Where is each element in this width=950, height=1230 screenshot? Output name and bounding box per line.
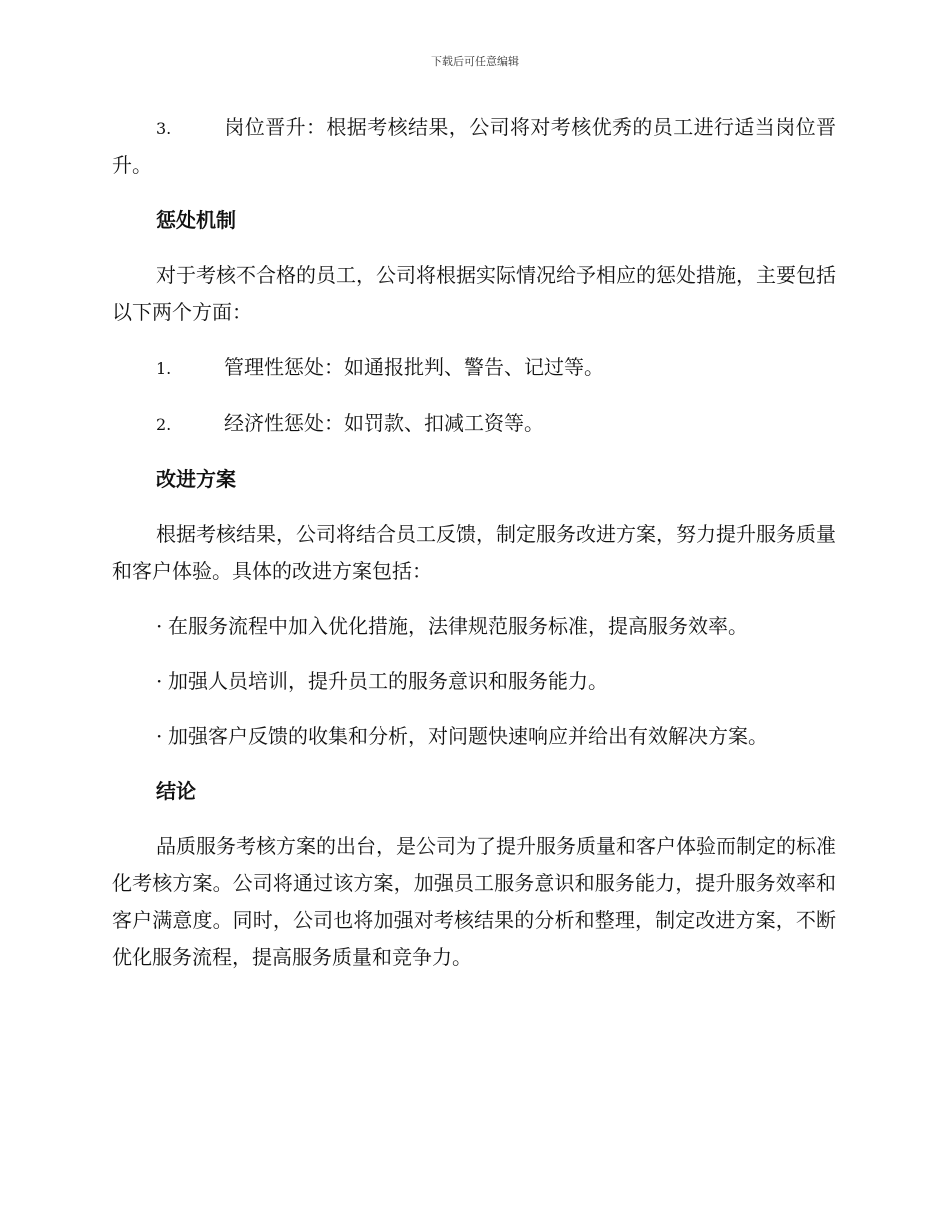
punishment-item-1	[112, 349, 836, 387]
promotion-number: 3.	[156, 119, 172, 138]
improvement-bullet-2	[112, 663, 836, 700]
bullet-text: 在服务流程中加入优化措施，法律规范服务标准，提高服务效率。	[168, 614, 748, 638]
bullet-icon: ·	[156, 724, 163, 748]
bullet-text: 加强客户反馈的收集和分析，对问题快速响应并给出有效解决方案。	[168, 724, 768, 748]
punishment-item-number: 1.	[156, 359, 172, 378]
bullet-icon: ·	[156, 614, 163, 638]
document-body	[112, 109, 836, 976]
improvement-heading: 改进方案	[156, 467, 236, 491]
conclusion-heading: 结论	[156, 779, 196, 803]
bullet-text: 加强人员培训，提升员工的服务意识和服务能力。	[168, 669, 608, 693]
promotion-item	[112, 109, 836, 184]
bullet-icon: ·	[156, 669, 163, 693]
page-header: 下载后可任意编辑	[431, 55, 519, 68]
improvement-bullet-1	[112, 608, 836, 645]
improvement-bullet-3	[112, 718, 836, 755]
punishment-heading: 惩处机制	[156, 208, 236, 232]
punishment-item-2	[112, 405, 836, 443]
punishment-item-text: 管理性惩处：如通报批判、警告、记过等。	[224, 355, 604, 379]
punishment-intro: 对于考核不合格的员工，公司将根据实际情况给予相应的惩处措施，主要包括以下两个方面：	[112, 263, 836, 324]
improvement-intro: 根据考核结果，公司将结合员工反馈，制定服务改进方案，努力提升服务质量和客户体验。具体的改进方案包括：	[112, 522, 836, 583]
conclusion-text: 品质服务考核方案的出台，是公司为了提升服务质量和客户体验而制定的标准化考核方案。公司将通过该方案，加强员工服务意识和服务能力，提升服务效率和客户满意度。同时，公司也将加强对考核结果的分析和整理，制定改进方案，不断优化服务流程，提高服务质量和竞争力。	[112, 834, 836, 969]
punishment-item-number: 2.	[156, 415, 172, 434]
promotion-text: 岗位晋升：根据考核结果，公司将对考核优秀的员工进行适当岗位晋升。	[112, 115, 836, 177]
punishment-item-text: 经济性惩处：如罚款、扣减工资等。	[224, 411, 544, 435]
